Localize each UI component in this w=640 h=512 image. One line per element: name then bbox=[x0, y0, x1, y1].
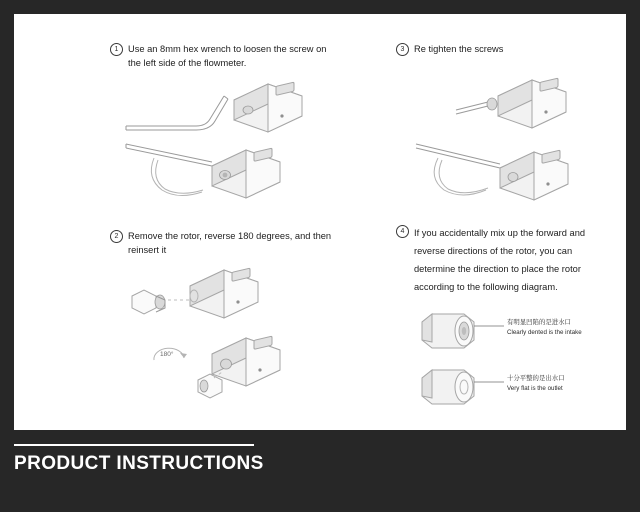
step-2-text: Remove the rotor, reverse 180 degrees, and then reinsert it bbox=[128, 231, 332, 255]
step-2-header bbox=[110, 229, 340, 257]
step-4-header bbox=[396, 224, 606, 296]
intake-label-en: Clearly dented is the intake bbox=[507, 329, 582, 336]
figure-step3-bottom bbox=[414, 136, 604, 212]
step-2 bbox=[110, 229, 340, 257]
figure-outlet-svg bbox=[418, 362, 598, 410]
step-3-header bbox=[396, 42, 596, 56]
step-3-number: 3 bbox=[396, 43, 409, 56]
footer-divider bbox=[14, 444, 254, 446]
step-4-number: 4 bbox=[396, 225, 409, 238]
figure-intake bbox=[418, 306, 598, 354]
rotation-arrow-svg bbox=[150, 340, 190, 370]
step-1 bbox=[110, 42, 330, 70]
step-3 bbox=[396, 42, 596, 56]
figure-step2-bottom bbox=[192, 332, 322, 412]
figure-outlet bbox=[418, 362, 598, 410]
figure-step1-top-svg bbox=[124, 74, 324, 134]
intake-label-cn: 有明显凹陷的是进水口 bbox=[507, 319, 571, 326]
instruction-sheet bbox=[14, 14, 626, 430]
step-3-text: Re tighten the screws bbox=[414, 44, 504, 54]
step-2-number: 2 bbox=[110, 230, 123, 243]
outlet-label-en: Very flat is the outlet bbox=[507, 385, 563, 392]
outlet-label-cn: 十分平整的是出水口 bbox=[507, 375, 565, 382]
step-4-text: If you accidentally mix up the forward and reverse directions of the rotor, you can determine the direction to place the rotor according to the following diagram. bbox=[414, 228, 586, 292]
rotation-label: 180° bbox=[160, 351, 174, 358]
step-1-number: 1 bbox=[110, 43, 123, 56]
figure-step1-bottom-svg bbox=[124, 134, 324, 214]
step-4 bbox=[396, 224, 606, 296]
figure-step3-bottom-svg bbox=[414, 136, 604, 212]
figure-intake-svg bbox=[418, 306, 598, 354]
figure-step2-top-svg bbox=[132, 266, 322, 332]
step-1-header bbox=[110, 42, 330, 70]
footer bbox=[14, 444, 626, 475]
figure-step1-top bbox=[124, 74, 324, 134]
figure-step2-bottom-svg bbox=[192, 332, 322, 412]
figure-step3-top bbox=[454, 72, 614, 132]
footer-title: PRODUCT INSTRUCTIONS bbox=[14, 453, 264, 474]
figure-step3-top-svg bbox=[454, 72, 614, 132]
step-1-text: Use an 8mm hex wrench to loosen the screw on the left side of the flowmeter. bbox=[128, 44, 327, 68]
figure-step2-top bbox=[132, 266, 322, 332]
figure-step1-bottom bbox=[124, 134, 324, 214]
rotation-arrow bbox=[150, 340, 190, 370]
